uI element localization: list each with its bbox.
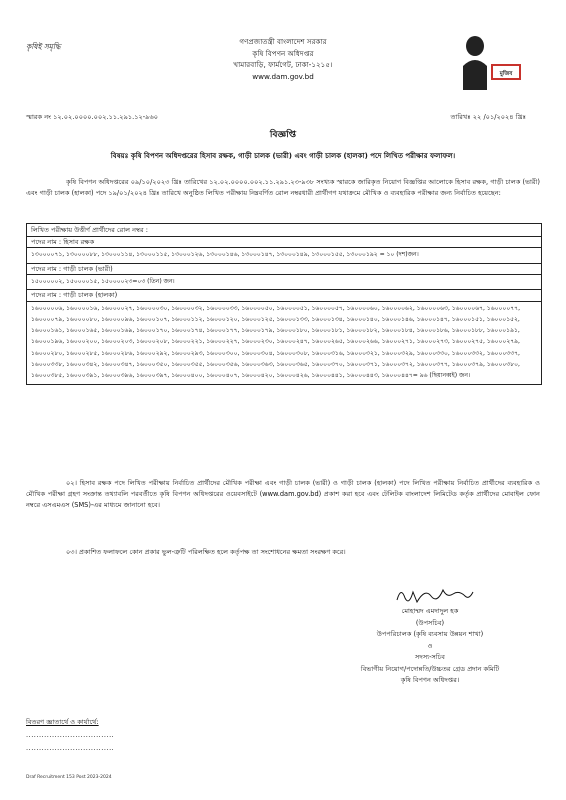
govt-name: গণপ্রজাতন্ত্রী বাংলাদেশ সরকার bbox=[239, 37, 327, 46]
handwritten-signature bbox=[395, 582, 475, 608]
intro-paragraph: কৃষি বিপণন অধিদপ্তরের ০৯/১০/২০২৩ খ্রিঃ তারিখের ১২.০২.০০০০.০০২.১১.২৯১.২৩-৯৩৮ সংখ্যক স্মারকে জারিকৃত নিয়োগ বিজ্ঞপ্তির আলোকে হিসাব রক্ষক, গাড়ী চালক (ভারী) এবং গাড়ী চালক (হালকা) পদে ১৯/০১/২০২৪ খ্রিঃ তারিখে অনুষ্ঠিত লিখিত পরীক্ষায় নিম্নবর্ণিত রোল নম্বরধারী প্রার্থীগণ যথাক্রমে মৌখিক ও ব্যবহারিক পরীক্ষার জন্য নির্বাচিত হয়েছেন: bbox=[26, 178, 540, 197]
paragraph-three: ০৩। প্রকাশিত ফলাফলে কোন প্রকার ভুল-ত্রুটি পরিলক্ষিত হলে কর্তৃপক্ষ তা সংশোধনের ক্ষমতা সংরক্ষণ করে। bbox=[66, 548, 346, 556]
section-driver-heavy bbox=[27, 264, 541, 291]
roll-list: ১৩০০০০৭১, ১৩০০০০৮৮, ১৩০০০১১৪, ১৩০০০১১৫, ১৩০০০১২৬, ১৩০০০১৪৬, ১৩০০০১৪৭, ১৩০০০১৪৯, ১৩০০০১৫৫, ১৩০০০১৯২ = ১০ (দশ)জন। bbox=[31, 251, 419, 259]
roll-list: ১৫০০০০০২, ১৫০০০০১৫, ১৫০০০০২৩=০৩ (তিন) জন। bbox=[31, 278, 175, 285]
memo-date: তারিখঃ ২২ /০১/২০২৪ খ্রিঃ bbox=[450, 113, 526, 121]
signatory-designation: (উপসচিব) bbox=[415, 618, 445, 627]
section-title: পদের নাম : গাড়ী চালক (হালকা) bbox=[27, 290, 541, 301]
distribution-line: .................................. bbox=[26, 744, 115, 752]
table-heading: লিখিত পরীক্ষায় উত্তীর্ণ প্রার্থীদের রোল নম্বর : bbox=[27, 224, 541, 237]
committee-name: বিভাগীয় নিয়োগ/পদোন্নতি/উচ্চতর গ্রেড প্রদান কমিটি bbox=[360, 664, 500, 673]
signature-block bbox=[320, 606, 540, 687]
committee-role: সদস্য-সচিব bbox=[415, 653, 445, 661]
results-table bbox=[26, 223, 542, 385]
signatory-role: উপপরিচালক (কৃষি ব্যবসায় উন্নয়ন শাখা) bbox=[376, 630, 484, 638]
website-url[interactable]: www.dam.gov.bd bbox=[252, 71, 314, 81]
section-title: পদের নাম : হিসাব রক্ষক bbox=[27, 237, 541, 248]
paragraph-two: ০২। হিসাব রক্ষক পদে লিখিত পরীক্ষায় নির্বাচিত প্রার্থীদের মৌখিক পরীক্ষা এবং গাড়ী চালক (ভারী) ও গাড়ী চালক (হালকা) পদে লিখিত পরীক্ষায় নির্বাচিত প্রার্থীদের ব্যবহারিক ও মৌখিক পরীক্ষা গ্রহণ সংক্রান্ত তথ্যাবলি পরবর্তীতে কৃষি বিপণন অধিদপ্তরের ওয়েবসাইটে (www.dam.gov.bd) প্রকাশ করা হবে এবং টেলিটক বাংলাদেশ লিমিটেড কর্তৃক প্রার্থীদের মোবাইল ফোন নম্বরে এসএমএস (SMS)-এর মাধ্যমে জানানো হবে। bbox=[26, 479, 540, 509]
distribution-label: বিতরণ জ্ঞাতার্থে ও কার্যার্থে: bbox=[26, 718, 99, 726]
distribution-line: .................................. bbox=[26, 731, 115, 739]
notice-title: বিজ্ঞপ্তি bbox=[269, 130, 297, 140]
subject-line: বিষয়ঃ কৃষি বিপণন অধিদপ্তরের হিসাব রক্ষক, গাড়ী চালক (ভারী) এবং গাড়ী চালক (হালকা) পদে লিখিত পরীক্ষার ফলাফল। bbox=[110, 152, 456, 160]
footer-note: Draf Recruitment 153 Post 2023-2024 bbox=[26, 775, 112, 780]
department-name: কৃষি বিপণন অধিদপ্তর। bbox=[400, 676, 460, 684]
motto-text: কৃষিই সমৃদ্ধি bbox=[26, 42, 61, 51]
conjunction: ও bbox=[427, 641, 433, 650]
office-address: খামারবাড়ি, ফার্মগেট, ঢাকা-১২১৫। bbox=[233, 60, 333, 69]
signatory-name: মোহাম্মদ এমদাদুল হক bbox=[401, 607, 459, 615]
section-driver-light bbox=[27, 290, 541, 383]
department-name: কৃষি বিপণন অধিদপ্তর bbox=[252, 48, 314, 58]
portrait-emblem bbox=[455, 30, 525, 90]
roll-list: ১৬০০০০০৬, ১৬০০০০১৬, ১৬০০০০২৭, ১৬০০০০৩০, ১৬০০০০৩২, ১৬০০০০৩৩, ১৬০০০০৫০, ১৬০০০০৫১, ১৬০০০০৫৭, ১৬০০০০৬০, ১৬০০০০৬২, ১৬০০০০৬৩, ১৬০০০০৬৭, ১৬০০০০৭৭, ১৬০০০০৭৯, ১৬০০০০৮০, ১৬০০০০৯৬, ১৬০০০১০৭, ১৬০০০১১২, ১৬০০০১২০, ১৬০০০১২৫, ১৬০০০১৩৩, ১৬০০০১৩৪, ১৬০০০১৪০, ১৬০০০১৪৬, ১৬০০০১৪৭, ১৬০০০১৫১, ১৬০০০১৫২, ১৬০০০১৬১, ১৬০০০১৬৫, ১৬০০০১৬৯, ১৬০০০১৭০, ১৬০০০১৭৪, ১৬০০০১৭৭, ১৬০০০১৭৯, ১৬০০০১৮০, ১৬০০০১৮১, ১৬০০০১৮২, ১৬০০০১৮৪, ১৬০০০১৮৬, ১৬০০০১৮৮, ১৬০০০১৯১, ১৬০০০১৯৬, ১৬০০০২০০, ১৬০০০২০৩, ১৬০০০২০৮, ১৬০০০২২১, ১৬০০০২২৭, ১৬০০০২৩০, ১৬০০০২৪৭, ১৬০০০২৬৫, ১৬০০০২৬৬, ১৬০০০২৭১, ১৬০০০২৭৩, ১৬০০০২৭৫, ১৬০০০২৭৯, ১৬০০০২৮০, ১৬০০০২৮৫, ১৬০০০২৮৬, ১৬০০০২৯২, ১৬০০০২৯৩, ১৬০০০৩০০, ১৬০০০৩০৪, ১৬০০০৩০৮, ১৬০০০৩১৬, ১৬০০০৩২১, ১৬০০০৩২৯, ১৬০০০৩৩০, ১৬০০০৩৩২, ১৬০০০৩৩৭, ১৬০০০৩৩৮, ১৬০০০৩৪২, ১৬০০০৩৪৭, ১৬০০০৩৫০, ১৬০০০৩৫৫, ১৬০০০৩৫৬, ১৬০০০৩৬৩, ১৬০০০৩৬৫, ১৬০০০৩৭০, ১৬০০০৩৭১, ১৬০০০৩৭২, ১৬০০০৩৭৭, ১৬০০০৩৭৯, ১৬০০০৩৮০, ১৬০০০৩৮৫, ১৬০০০৩৯১, ১৬০০০৩৯৬, ১৬০০০৩৯৭, ১৬০০০৪০০, ১৬০০০৪০৭, ১৬০০০৪২০, ১৬০০০৪২৬, ১৬০০০৪৪১, ১৬০০০৪৪৩, ১৬০০০৪৪৭= ৯৬ (ছিয়ানব্বই) জন। bbox=[31, 304, 520, 380]
photo-badge: মুজিব bbox=[499, 71, 513, 77]
section-accountant bbox=[27, 237, 541, 264]
memo-number: স্মারক নং ১২.০২.০০০০.০০২.১১.২৯১.১২-৯৬০ bbox=[26, 113, 159, 121]
section-title: পদের নাম : গাড়ী চালক (ভারী) bbox=[27, 264, 541, 275]
